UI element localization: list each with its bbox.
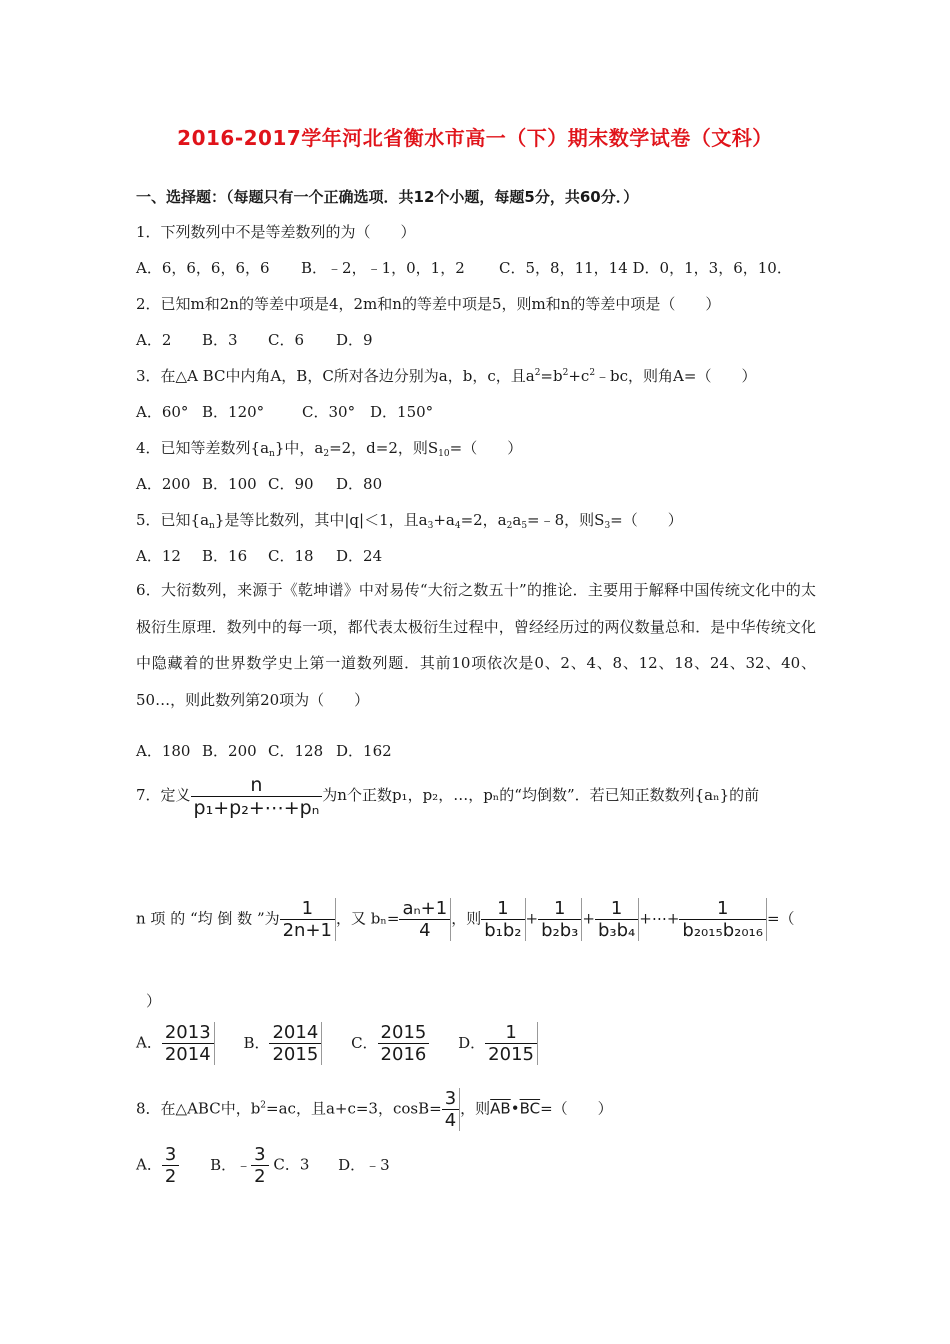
question-7: 7．定义 $\frac{n}{\text{p₁+p₂+⋯+pₙ}}$ 为n个正数p₁，p₂，…，pₙ的“均倒数”．若已知正数数列{aₙ}的前	[136, 774, 760, 819]
option-c: C．90	[268, 475, 314, 493]
fraction-bn: $\frac{\text{aₙ+1}}{4}$	[399, 898, 451, 941]
option-a: A．200	[136, 475, 191, 493]
option-b: B．100	[202, 475, 257, 493]
sum-term-2: $\frac{1}{\text{b₂b₃}}$	[538, 898, 582, 941]
vector-ab: $\overline{AB}$	[490, 1099, 511, 1118]
question-7-close-paren: ）	[146, 992, 162, 1010]
question-5: 5．已知$\{a_n\}$是等比数列，其中|q|＜1，且$a_3+a_4=2$，$a_2a_5=﹣8$，则$S_3=$（ ）	[136, 511, 683, 531]
option-a-fraction: $\frac{2013}{2014}$	[162, 1022, 215, 1065]
option-d: D．80	[336, 475, 383, 493]
section-heading: 一、选择题：（每题只有一个正确选项．共12个小题，每题5分，共60分．）	[136, 188, 639, 206]
option-a: A．60°	[136, 403, 189, 421]
question-7-options: A． $\frac{2013}{2014}$ B． $\frac{2014}{2015}$ C． $\frac{2015}{2016}$ D． $\frac{1}{2015}$	[136, 1022, 538, 1065]
option-d-fraction: $\frac{1}{2015}$	[485, 1022, 538, 1065]
question-7-line-2: n 项 的 “均 倒 数 ”为 $\frac{1}{2n+1}$ ，又 bₙ= $\frac{\text{aₙ+1}}{4}$ ，则 $\frac{1}{\text{b₁b₂}}$ + $\frac{1}{\text{b₂b₃}}$ + $\frac{1}{\text{b₃b₄}}$ +⋯+ $\frac{1}{\text{b₂₀₁₅b₂₀₁₆}}$ =（	[136, 898, 795, 941]
cosb-fraction: $\frac{3}{4}$	[442, 1088, 460, 1131]
option-c: C．30°	[302, 403, 356, 421]
question-1: 1．下列数列中不是等差数列的为（ ）	[136, 223, 416, 241]
sum-term-last: $\frac{1}{\text{b₂₀₁₅b₂₀₁₆}}$	[679, 898, 767, 941]
option-b: B．﹣2，﹣1，0，1，2	[301, 259, 465, 277]
question-4-options	[136, 473, 382, 494]
option-a-fraction: $\frac{3}{2}$	[162, 1144, 179, 1187]
option-a: A．12	[136, 547, 181, 565]
question-2: 2．已知m和2n的等差中项是4，2m和n的等差中项是5，则m和n的等差中项是（ ）	[136, 295, 721, 313]
option-d: D．9	[336, 331, 373, 349]
option-a: A．6，6，6，6，6	[136, 259, 270, 277]
option-b: B．200	[202, 742, 257, 760]
sum-term-3: $\frac{1}{\text{b₃b₄}}$	[595, 898, 639, 941]
fraction-1-over-2n-plus-1: $\frac{1}{2n+1}$	[280, 898, 336, 941]
option-d: D．162	[336, 742, 392, 760]
question-2-options	[136, 329, 373, 350]
average-reciprocal-formula: $\frac{n}{\text{p₁+p₂+⋯+pₙ}}$	[191, 774, 323, 819]
vector-bc: $\overline{BC}$	[519, 1099, 541, 1118]
option-a: A．2	[136, 331, 172, 349]
option-b: B．16	[202, 547, 248, 565]
question-5-options	[136, 545, 382, 566]
question-3: 3．在△A BC中内角A，B，C所对各边分别为a，b，c，且$a^2=b^2+c^2﹣bc$，则角A=（ ）	[136, 367, 757, 385]
option-b: B．120°	[202, 403, 265, 421]
question-4: 4．已知等差数列$\{a_n\}$中，$a_2=2$，d=2，则$S_{10}=$（ ）	[136, 439, 523, 459]
question-6: 6．大衍数列，来源于《乾坤谱》中对易传“大衍之数五十”的推论．主要用于解释中国传统文化中的太极衍生原理．数列中的每一项，都代表太极衍生过程中，曾经经历过的两仪数量总和．是中华传统文化中隐藏着的世界数学史上第一道数列题．其前10项依次是0、2、4、8、12、18、24、32、40、50…，则此数列第20项为（ ）	[136, 581, 816, 709]
option-d: D．0，1，3，6，10．	[632, 259, 792, 277]
sum-term-1: $\frac{1}{\text{b₁b₂}}$	[481, 898, 525, 941]
option-d: D．24	[336, 547, 383, 565]
question-3-options	[136, 401, 433, 422]
option-c: C．5，8，11，14	[499, 259, 628, 277]
option-c: C．18	[268, 547, 314, 565]
question-8-options: A． $\frac{3}{2}$ B．﹣ $\frac{3}{2}$ C．3 D．﹣3	[136, 1144, 390, 1187]
option-b-fraction: $\frac{2014}{2015}$	[269, 1022, 322, 1065]
option-c-fraction: $\frac{2015}{2016}$	[378, 1022, 430, 1065]
option-b-fraction: $\frac{3}{2}$	[251, 1144, 268, 1187]
option-d: D．﹣3	[338, 1155, 390, 1174]
option-b: B．3	[202, 331, 238, 349]
option-c: C．3	[273, 1155, 310, 1174]
question-6-options	[136, 740, 392, 761]
option-d: D．150°	[370, 403, 434, 421]
option-c: C．128	[268, 742, 324, 760]
question-8: 8．在△ABC中，$b^2=ac$，且a+c=3，cosB= $\frac{3}{4}$ ，则$\overline{AB}•\overline{BC}=$（ ）	[136, 1088, 613, 1131]
option-c: C．6	[268, 331, 305, 349]
question-1-options	[136, 257, 792, 278]
option-a: A．180	[136, 742, 191, 760]
page-title: 2016-2017学年河北省衡水市高一（下）期末数学试卷（文科）	[177, 126, 773, 150]
